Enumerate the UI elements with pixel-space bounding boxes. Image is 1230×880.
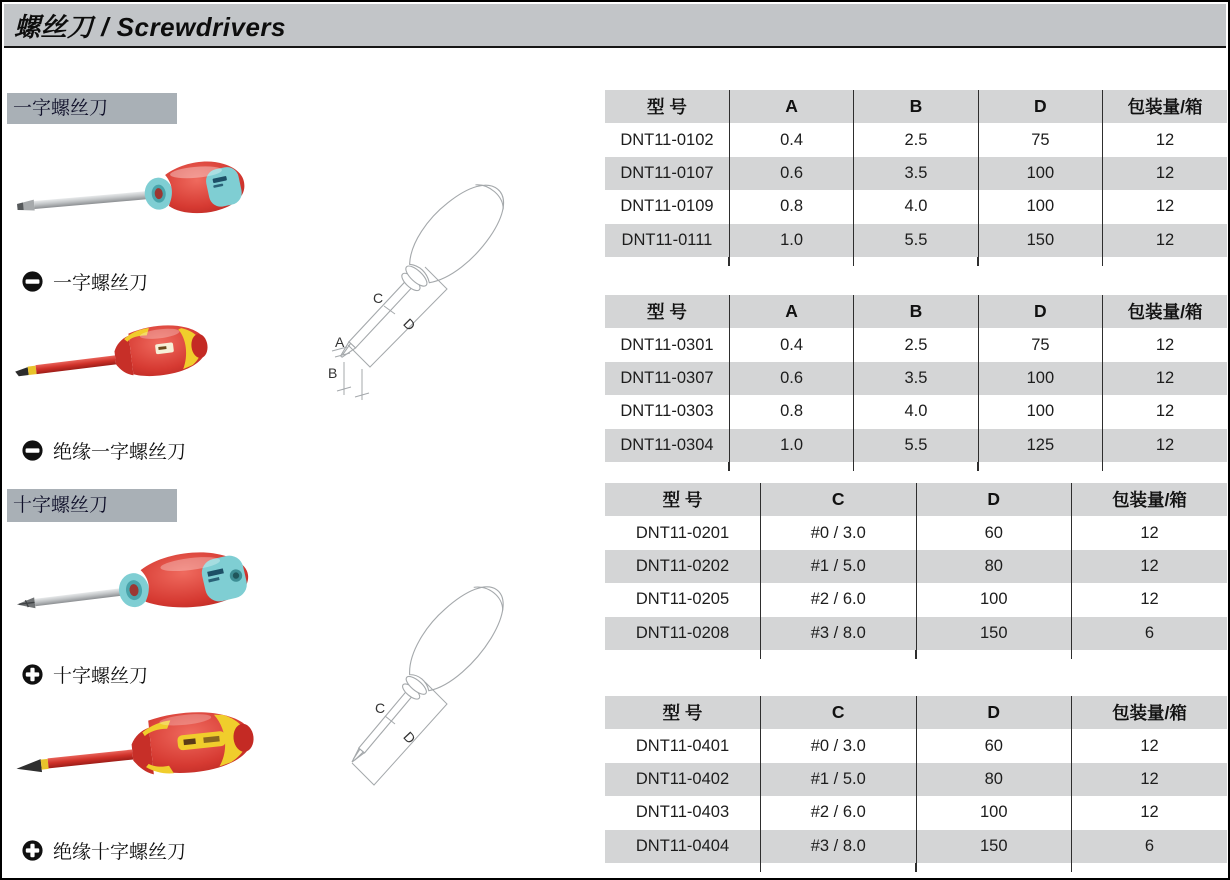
- table-cell: 12: [1072, 796, 1228, 829]
- table-cell: DNT11-0404: [605, 830, 761, 863]
- slotted-circle-icon: [22, 271, 43, 292]
- page-title: 螺丝刀 / Screwdrivers: [14, 11, 286, 42]
- table-cell: DNT11-0402: [605, 763, 761, 796]
- table-cell: 0.4: [729, 123, 853, 156]
- slotted-circle-icon: [22, 440, 43, 461]
- spec-table-phillips: [605, 483, 1227, 650]
- table-row: [605, 617, 1227, 650]
- table-cell: 4.0: [854, 190, 978, 223]
- dim-label-c: C: [375, 700, 386, 716]
- table-row: [605, 729, 1227, 762]
- slotted-screwdriver-photo: [12, 152, 247, 240]
- column-header: 包装量/箱: [1072, 483, 1228, 516]
- table-cell: DNT11-0303: [620, 402, 714, 421]
- column-divider-tail: [728, 462, 730, 471]
- spec-table-insulated-slotted: [605, 295, 1227, 462]
- column-header: B: [854, 90, 978, 123]
- spec-table-grid: [605, 696, 1227, 863]
- table-cell: 12: [1103, 224, 1227, 257]
- column-header: C: [761, 483, 917, 516]
- table-header-row: [605, 696, 1227, 729]
- table-cell: 4.0: [854, 395, 978, 428]
- table-cell: 12: [1103, 362, 1227, 395]
- column-divider-tail: [728, 257, 730, 266]
- table-cell: 80: [916, 763, 1072, 796]
- table-cell: 100: [916, 796, 1072, 829]
- table-cell: #3 / 8.0: [761, 830, 917, 863]
- table-cell: 1.0: [729, 224, 853, 257]
- phillips-circle-icon: [22, 664, 43, 685]
- table-cell: 1.0: [729, 429, 853, 462]
- column-header: 包装量/箱: [1103, 295, 1227, 328]
- dim-label-d: D: [400, 315, 419, 334]
- table-row: [605, 328, 1227, 361]
- table-cell: 2.5: [854, 123, 978, 156]
- column-divider-tail: [760, 650, 762, 659]
- column-divider-tail: [853, 257, 855, 266]
- caption-insulated-slotted: [22, 437, 186, 464]
- table-cell: 60: [916, 516, 1072, 549]
- column-header: 包装量/箱: [1103, 90, 1227, 123]
- table-cell: 12: [1072, 550, 1228, 583]
- table-cell: 3.5: [854, 157, 978, 190]
- column-divider-tail: [915, 650, 917, 659]
- table-cell: 75: [978, 328, 1102, 361]
- spec-table-grid: [605, 483, 1227, 650]
- column-header: B: [854, 295, 978, 328]
- table-cell: DNT11-0403: [635, 803, 730, 822]
- table-cell: 0.8: [729, 395, 853, 428]
- spec-table-grid: [605, 90, 1227, 257]
- table-row: [605, 550, 1227, 583]
- column-header: D: [916, 696, 1072, 729]
- dim-label-c: C: [373, 290, 384, 306]
- phillips-screwdriver-diagram: [332, 555, 594, 817]
- insulated-phillips-screwdriver-photo: [10, 708, 266, 788]
- caption-label: 十字螺丝刀: [53, 666, 149, 687]
- column-header: D: [978, 295, 1102, 328]
- table-cell: 12: [1072, 729, 1228, 762]
- table-cell: #1 / 5.0: [761, 763, 917, 796]
- table-cell: 0.4: [729, 328, 853, 361]
- table-header-row: [605, 90, 1227, 123]
- column-divider-tail: [977, 462, 979, 471]
- page-header-bar: [4, 4, 1226, 48]
- table-cell: #3 / 8.0: [761, 617, 917, 650]
- table-cell: DNT11-0111: [605, 224, 729, 257]
- column-divider-tail: [760, 863, 762, 872]
- caption-phillips: [22, 661, 148, 688]
- column-header: D: [978, 90, 1102, 123]
- table-cell: DNT11-0202: [605, 550, 761, 583]
- table-row: [605, 123, 1227, 156]
- section-label-slotted: 一字螺丝刀: [7, 93, 177, 124]
- column-divider-tail: [853, 462, 855, 471]
- section-label-phillips: 十字螺丝刀: [7, 489, 177, 522]
- column-divider-tail: [1102, 257, 1104, 266]
- table-cell: 150: [916, 830, 1072, 863]
- table-row: [605, 395, 1227, 428]
- caption-insulated-phillips: [22, 837, 186, 864]
- table-cell: 6: [1072, 830, 1228, 863]
- table-cell: DNT11-0205: [635, 590, 730, 609]
- table-cell: 0.8: [729, 190, 853, 223]
- table-cell: DNT11-0301: [620, 335, 714, 354]
- table-cell: #1 / 5.0: [761, 550, 917, 583]
- table-cell: 0.6: [729, 157, 853, 190]
- table-row: [605, 763, 1227, 796]
- table-cell: 12: [1103, 123, 1227, 156]
- table-row: [605, 830, 1227, 863]
- caption-label: 绝缘十字螺丝刀: [53, 842, 187, 863]
- caption-slotted: [22, 268, 148, 295]
- table-cell: #2 / 6.0: [761, 583, 917, 616]
- column-divider-tail: [1071, 863, 1073, 872]
- table-cell: 12: [1103, 157, 1227, 190]
- table-row: [605, 796, 1227, 829]
- column-header: 型 号: [605, 90, 729, 123]
- table-row: [605, 583, 1227, 616]
- table-cell: 12: [1072, 763, 1228, 796]
- table-cell: 60: [916, 729, 1072, 762]
- insulated-slotted-screwdriver-photo: [10, 320, 212, 388]
- column-header: 型 号: [605, 483, 761, 516]
- spec-table-slotted: [605, 90, 1227, 257]
- table-cell: 150: [978, 224, 1102, 257]
- table-cell: 2.5: [854, 328, 978, 361]
- dim-label-b: B: [328, 365, 338, 381]
- phillips-circle-icon: [22, 840, 43, 861]
- table-cell: 12: [1103, 328, 1227, 361]
- column-divider-tail: [977, 257, 979, 266]
- table-cell: #0 / 3.0: [761, 516, 917, 549]
- table-row: [605, 516, 1227, 549]
- slotted-screwdriver-diagram: [302, 150, 580, 412]
- table-cell: DNT11-0109: [620, 197, 714, 216]
- table-cell: DNT11-0208: [605, 617, 761, 650]
- table-cell: 6: [1072, 617, 1228, 650]
- table-cell: #2 / 6.0: [761, 796, 917, 829]
- table-cell: DNT11-0304: [605, 429, 729, 462]
- table-cell: 12: [1072, 583, 1228, 616]
- column-header: 型 号: [605, 696, 761, 729]
- table-cell: 100: [916, 583, 1072, 616]
- table-row: [605, 362, 1227, 395]
- table-row: [605, 157, 1227, 190]
- table-cell: 0.6: [729, 362, 853, 395]
- table-row: [605, 224, 1227, 257]
- table-cell: #0 / 3.0: [761, 729, 917, 762]
- dim-label-d: D: [400, 728, 419, 747]
- column-header: D: [916, 483, 1072, 516]
- table-cell: 100: [978, 157, 1102, 190]
- caption-label: 一字螺丝刀: [53, 273, 149, 294]
- caption-label: 绝缘一字螺丝刀: [53, 442, 187, 463]
- column-divider-tail: [1071, 650, 1073, 659]
- phillips-screwdriver-photo: [10, 544, 260, 634]
- table-cell: DNT11-0201: [635, 523, 730, 542]
- table-cell: 100: [978, 362, 1102, 395]
- table-cell: 100: [978, 190, 1102, 223]
- table-cell: DNT11-0307: [605, 362, 729, 395]
- column-divider-tail: [1102, 462, 1104, 471]
- column-header: 型 号: [605, 295, 729, 328]
- table-header-row: [605, 483, 1227, 516]
- column-divider-tail: [915, 863, 917, 872]
- table-row: [605, 429, 1227, 462]
- table-header-row: [605, 295, 1227, 328]
- table-cell: DNT11-0107: [605, 157, 729, 190]
- spec-table-grid: [605, 295, 1227, 462]
- table-cell: 100: [978, 395, 1102, 428]
- table-row: [605, 190, 1227, 223]
- table-cell: 3.5: [854, 362, 978, 395]
- table-cell: DNT11-0401: [635, 736, 730, 755]
- column-header: A: [729, 295, 853, 328]
- spec-table-insulated-phillips: [605, 696, 1227, 863]
- table-cell: 150: [916, 617, 1072, 650]
- table-cell: 12: [1072, 516, 1228, 549]
- table-cell: 5.5: [854, 224, 978, 257]
- column-header: A: [729, 90, 853, 123]
- table-cell: 12: [1103, 395, 1227, 428]
- table-cell: 80: [916, 550, 1072, 583]
- table-cell: DNT11-0102: [620, 130, 714, 149]
- table-cell: 5.5: [854, 429, 978, 462]
- column-header: C: [761, 696, 917, 729]
- dim-label-a: A: [335, 334, 345, 350]
- table-cell: 125: [978, 429, 1102, 462]
- table-cell: 12: [1103, 429, 1227, 462]
- table-cell: 12: [1103, 190, 1227, 223]
- table-cell: 75: [978, 123, 1102, 156]
- column-header: 包装量/箱: [1072, 696, 1228, 729]
